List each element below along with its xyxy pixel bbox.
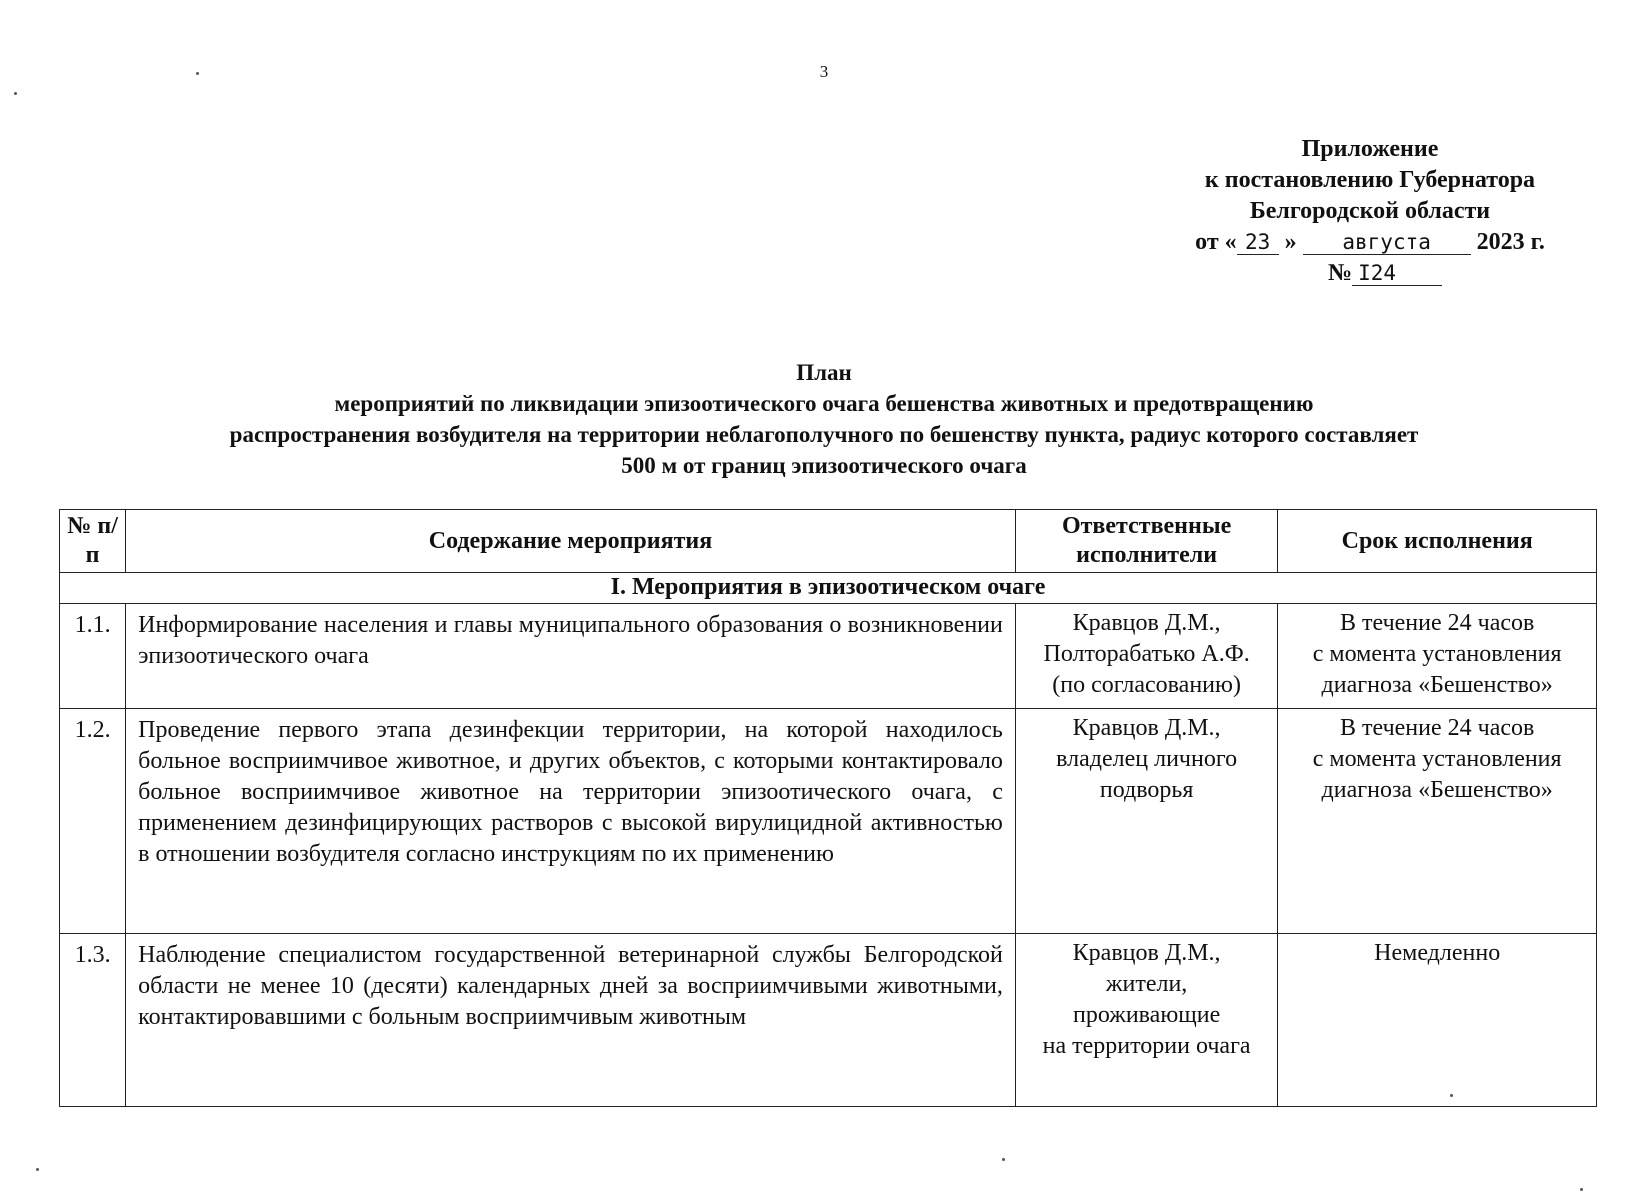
responsible-line: Кравцов Д.М., bbox=[1072, 715, 1221, 741]
row-responsible bbox=[1015, 709, 1278, 934]
responsible-line: Кравцов Д.М., bbox=[1072, 940, 1221, 966]
term-line: диагноза «Бешенство» bbox=[1321, 777, 1553, 803]
title-line-2: мероприятий по ликвидации эпизоотического очага бешенства животных и предотвращению bbox=[334, 391, 1314, 416]
row-responsible bbox=[1015, 604, 1278, 709]
responsible-line: Кравцов Д.М., bbox=[1072, 610, 1221, 636]
date-prefix: от « bbox=[1195, 229, 1237, 255]
appendix-region: Белгородской области bbox=[1249, 198, 1491, 224]
date-day: 23 bbox=[1237, 230, 1279, 255]
number-value: I24 bbox=[1352, 261, 1442, 286]
title-line-4: 500 м от границ эпизоотического очага bbox=[621, 453, 1027, 478]
date-mid: » bbox=[1284, 229, 1297, 255]
title-line-1: План bbox=[796, 360, 852, 385]
row-num: 1.3. bbox=[60, 934, 126, 1107]
appendix-decree: к постановлению Губернатора bbox=[1204, 167, 1536, 193]
appendix-number bbox=[1160, 258, 1580, 289]
title-line-3: распространения возбудителя на территории неблагополучного по бешенству пункта, радиус которого составляет bbox=[229, 422, 1419, 447]
row-term bbox=[1278, 604, 1597, 709]
responsible-line: владелец личного bbox=[1056, 746, 1238, 772]
appendix-header bbox=[1160, 134, 1580, 289]
number-prefix: № bbox=[1327, 260, 1353, 286]
row-num: 1.2. bbox=[60, 709, 126, 934]
row-term bbox=[1278, 934, 1597, 1107]
page-number: 3 bbox=[819, 62, 829, 81]
scan-speck bbox=[196, 72, 199, 75]
appendix-date bbox=[1160, 227, 1580, 258]
document-title bbox=[40, 357, 1608, 481]
term-line: с момента установления bbox=[1312, 746, 1562, 772]
scan-speck bbox=[14, 92, 17, 95]
term-line: В течение 24 часов bbox=[1340, 610, 1535, 636]
table-row bbox=[60, 934, 1597, 1107]
table-row bbox=[60, 604, 1597, 709]
term-line: диагноза «Бешенство» bbox=[1321, 672, 1553, 698]
header-content: Содержание мероприятия bbox=[126, 510, 1016, 573]
section-title: I. Мероприятия в эпизоотическом очаге bbox=[60, 573, 1597, 604]
responsible-line: подворья bbox=[1099, 777, 1194, 803]
scan-speck bbox=[1580, 1188, 1583, 1191]
date-month: августа bbox=[1303, 230, 1471, 255]
appendix-title: Приложение bbox=[1301, 136, 1439, 162]
scan-speck bbox=[1450, 1094, 1453, 1097]
row-content: Проведение первого этапа дезинфекции территории, на которой находилось больное восприимчивое животное, и других объектов, с которыми контактировало больное восприимчивое животное на территории эпизоотического очага, с применением дезинфицирующих растворов с высокой вирулицидной активностью в отношении возбудителя согласно инструкциям по их применению bbox=[126, 709, 1016, 934]
scan-speck bbox=[1002, 1158, 1005, 1161]
header-responsible: Ответственные исполнители bbox=[1015, 510, 1278, 573]
row-responsible bbox=[1015, 934, 1278, 1107]
responsible-line: (по согласованию) bbox=[1052, 672, 1241, 698]
plan-table bbox=[59, 509, 1597, 1107]
responsible-line: проживающие bbox=[1072, 1002, 1221, 1028]
table-header-row bbox=[60, 510, 1597, 573]
header-num: № п/п bbox=[60, 510, 126, 573]
term-line: Немедленно bbox=[1374, 940, 1501, 966]
section-row bbox=[60, 573, 1597, 604]
responsible-line: на территории очага bbox=[1042, 1033, 1251, 1059]
scan-speck bbox=[36, 1168, 39, 1171]
row-num: 1.1. bbox=[60, 604, 126, 709]
row-content: Наблюдение специалистом государственной ветеринарной службы Белгородской области не менее 10 (десяти) календарных дней за восприимчивыми животными, контактировавшими с больным восприимчивым животным bbox=[126, 934, 1016, 1107]
row-content: Информирование населения и главы муниципального образования о возникновении эпизоотического очага bbox=[126, 604, 1016, 709]
term-line: В течение 24 часов bbox=[1340, 715, 1535, 741]
header-term: Срок исполнения bbox=[1278, 510, 1597, 573]
responsible-line: Полторабатько А.Ф. bbox=[1043, 641, 1250, 667]
responsible-line: жители, bbox=[1105, 971, 1188, 997]
row-term bbox=[1278, 709, 1597, 934]
date-year: 2023 г. bbox=[1476, 229, 1545, 255]
term-line: с момента установления bbox=[1312, 641, 1562, 667]
table-row bbox=[60, 709, 1597, 934]
